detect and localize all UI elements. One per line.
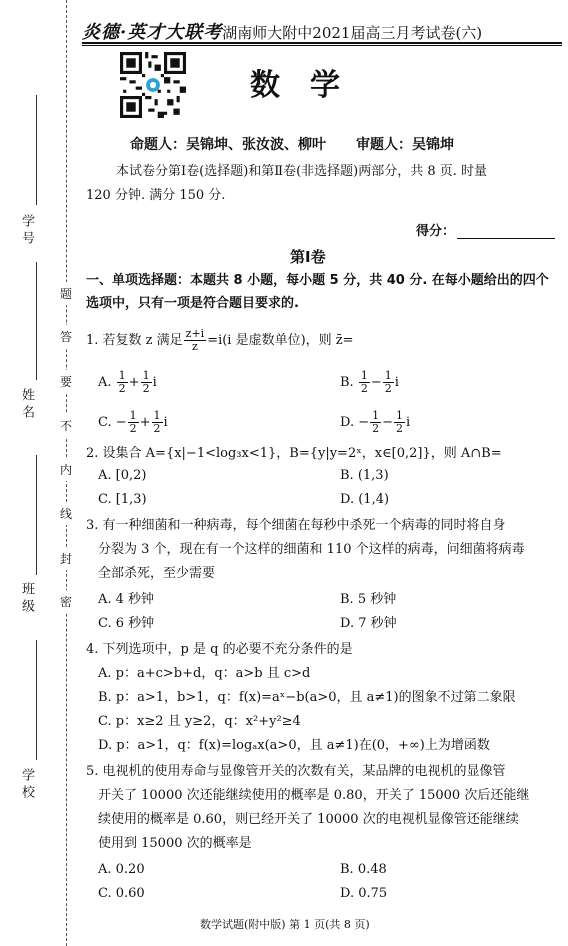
seal-char: 要 [59,370,73,393]
option-5d[interactable]: D. 0.75 [340,886,388,901]
seal-char: 线 [59,502,73,525]
fraction: $\frac{z+i}{z}$ [185,327,205,353]
section-heading-line-1: 一、单项选择题：本题共 8 小题，每小题 5 分，共 40 分. 在每小题给出的四个 [86,273,549,288]
option-5b[interactable]: B. 0.48 [340,862,387,877]
option-1a[interactable]: A. $\frac{1}{2}$ + $\frac{1}{2}$ i [98,369,157,395]
option-3a[interactable]: A. 4 秒钟 [98,592,155,607]
option-4a[interactable]: A. p：a+c>b+d，q：a>b 且 c>d [98,666,311,681]
question-1: 1. 若复数 z 满足 $\frac{z+i}{z}$ =i(i 是虚数单位)，则 z̄= [86,327,354,353]
class-label: 班 级 [19,582,34,613]
question-5-line-3: 续使用的概率是 0.60，则已经开关了 10000 次的电视机显像管还能继续 [98,812,519,827]
intro-line-1: 本试卷分第Ⅰ卷(选择题)和第Ⅱ卷(非选择题)两部分，共 8 页. 时量 [116,164,488,179]
qr-code-icon[interactable] [119,52,187,118]
header-rule-thin [82,45,562,46]
class-line[interactable] [36,455,37,575]
seal-char: 不 [59,414,73,437]
part-title: 第Ⅰ卷 [290,248,326,266]
option-1b[interactable]: B. $\frac{1}{2}$ − $\frac{1}{2}$ i [340,369,399,395]
intro-line-2: 120 分钟. 满分 150 分. [86,188,226,203]
score-label: 得分： [416,224,456,239]
question-3-line-3: 全部杀死，至少需要 [98,566,216,581]
question-5-line-1: 5. 电视机的使用寿命与显像管开关的次数有关，某品牌的电视机的显像管 [86,764,506,779]
option-3d[interactable]: D. 7 秒钟 [340,616,397,631]
option-1c[interactable]: C. − $\frac{1}{2}$ + $\frac{1}{2}$ i [98,409,168,435]
question-2: 2. 设集合 A={x|−1<log₃x<1}，B={y|y=2ˣ，x∈[0,2]}，则 A∩B= [86,446,502,461]
school-title: 湖南师大附中2021届高三月考试卷(六) [222,24,483,42]
option-4c[interactable]: C. p：x≥2 且 y≥2，q：x²+y²≥4 [98,714,301,729]
option-2b[interactable]: B. (1,3) [340,468,389,483]
reviewer: 审题人：吴锦坤 [356,137,454,153]
score-field[interactable] [416,220,555,239]
option-3c[interactable]: C. 6 秒钟 [98,616,155,631]
option-2c[interactable]: C. [1,3) [98,492,147,507]
question-5-line-4: 使用到 15000 次的概率是 [98,836,252,851]
seal-char: 密 [59,590,73,613]
option-1d[interactable]: D. − $\frac{1}{2}$ − $\frac{1}{2}$ i [340,409,411,435]
question-3-line-2: 分裂为 3 个，现在有一个这样的细菌和 110 个这样的病毒，问细菌将病毒 [98,542,525,557]
option-2a[interactable]: A. [0,2) [98,468,147,483]
question-4: 4. 下列选项中，p 是 q 的必要不充分条件的是 [86,642,353,657]
option-2d[interactable]: D. (1,4) [340,492,390,507]
option-5a[interactable]: A. 0.20 [98,862,145,877]
header-rule [82,42,562,44]
authors-line [130,134,454,154]
question-3-line-1: 3. 有一种细菌和一种病毒，每个细菌在每秒中杀死一个病毒的同时将自身 [86,518,506,533]
name-label: 姓 名 [19,388,34,419]
student-id-line[interactable] [36,95,37,205]
exam-header [82,18,562,42]
option-5c[interactable]: C. 0.60 [98,886,145,901]
option-4b[interactable]: B. p：a>1，b>1，q：f(x)=aˣ−b(a>0，且 a≠1)的图象不过第二象限 [98,690,516,705]
seal-char: 题 [59,282,73,305]
question-5-line-2: 开关了 10000 次还能继续使用的概率是 0.80，开关了 15000 次后还能继 [98,788,530,803]
score-blank[interactable] [457,226,555,239]
binding-strip [0,0,80,946]
student-id-label: 学 号 [19,214,34,245]
brand-title: 炎德·英才大联考 [82,22,223,43]
setters: 命题人：吴锦坤、张汝波、柳叶 [130,137,326,153]
subject-title: 数学 [250,68,370,103]
section-heading-line-2: 选项中，只有一项是符合题目要求的. [86,296,299,311]
school-line[interactable] [36,640,37,760]
option-4d[interactable]: D. p：a>1，q：f(x)=logₐx(a>0，且 a≠1)在(0，+∞)上为增函数 [98,738,490,753]
option-3b[interactable]: B. 5 秒钟 [340,592,397,607]
seal-char: 封 [59,547,73,570]
school-label: 学 校 [19,768,34,799]
seal-char: 答 [59,325,73,348]
page-footer: 数学试题(附中版) 第 1 页(共 8 页) [200,918,370,931]
name-line[interactable] [36,262,37,380]
seal-char: 内 [59,458,73,481]
